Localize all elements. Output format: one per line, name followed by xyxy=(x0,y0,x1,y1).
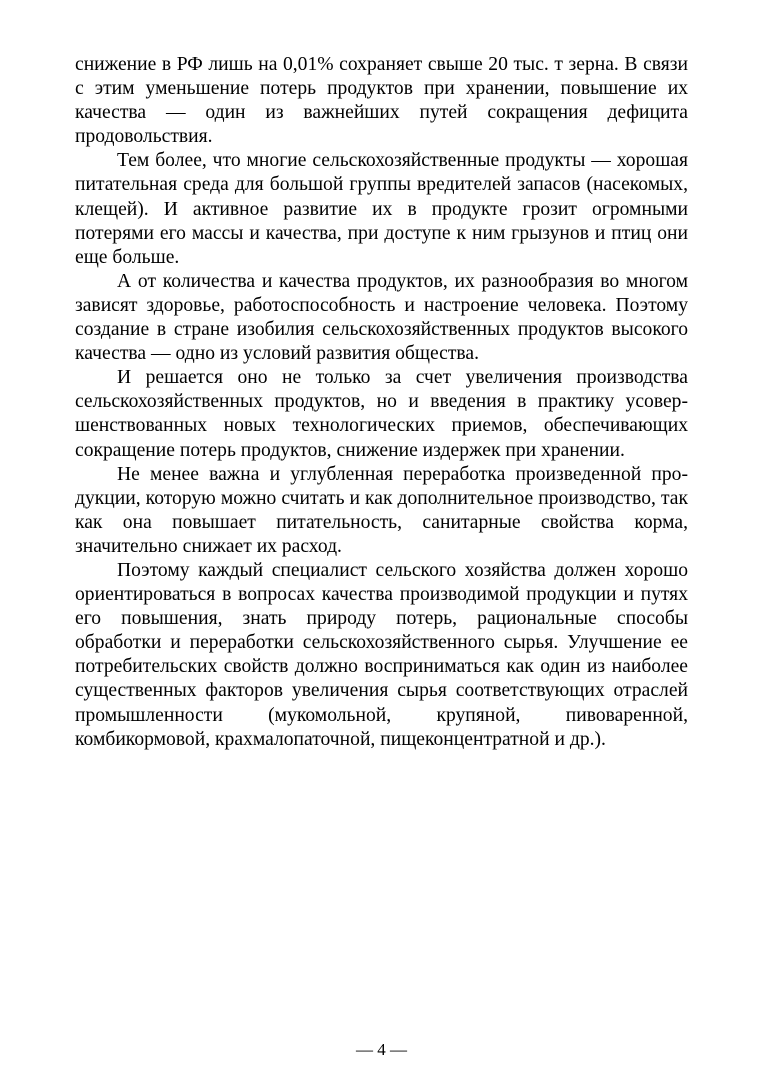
body-text xyxy=(75,53,688,752)
paragraph-continuation: снижение в РФ лишь на 0,01% сохраняет свыше 20 тыс. т зерна. В связи с этим уменьшение потерь продуктов при хранении, повышение их качества — один из важнейших путей сокращения дефицита продовольствия. xyxy=(75,54,688,148)
paragraph: Поэтому каждый специалист сельского хозяйства должен хорошо ориентироваться в вопросах качества производимой продукции и путях его повышения, знать природу потерь, рациональные способы обработки и переработки сельскохозяйственного сырья. Улучшение ее потребительских свойств должно восприниматься как один из наиболее существенных факторов увеличения сырья соответствующих отраслей промышленности (мукомольной, крупяной, пивоваренной, комбикормовой, крахмалопаточной, пищеконцентратной и др.). xyxy=(75,559,688,750)
paragraph: Не менее важна и углубленная переработка произведенной продукции, которую можно считать и как дополнительное производство, так как она повышает питательность, санитарные свойства корма, значительно снижает их расход. xyxy=(75,463,688,557)
paragraph: Тем более, что многие сельскохозяйственные продукты — хорошая питательная среда для большой группы вредителей запасов (насекомых, клещей). И активное развитие их в продукте грозит огромными потерями его массы и качества, при доступе к ним грызунов и птиц они еще больше. xyxy=(75,150,688,268)
paragraph: И решается оно не только за счет увеличения производства сельскохозяйственных продуктов, но и введения в практику усовершенствованных новых технологических приемов, обеспечивающих сокращение потерь продуктов, снижение издержек при хранении. xyxy=(75,367,688,461)
page-number: — 4 — xyxy=(356,1040,407,1059)
paragraph: А от количества и качества продуктов, их разнообразия во многом зависят здоровье, работоспособность и настроение человека. Поэтому создание в стране изобилия сельскохозяйственных продуктов высокого качества — одно из условий развития общества. xyxy=(75,270,688,365)
